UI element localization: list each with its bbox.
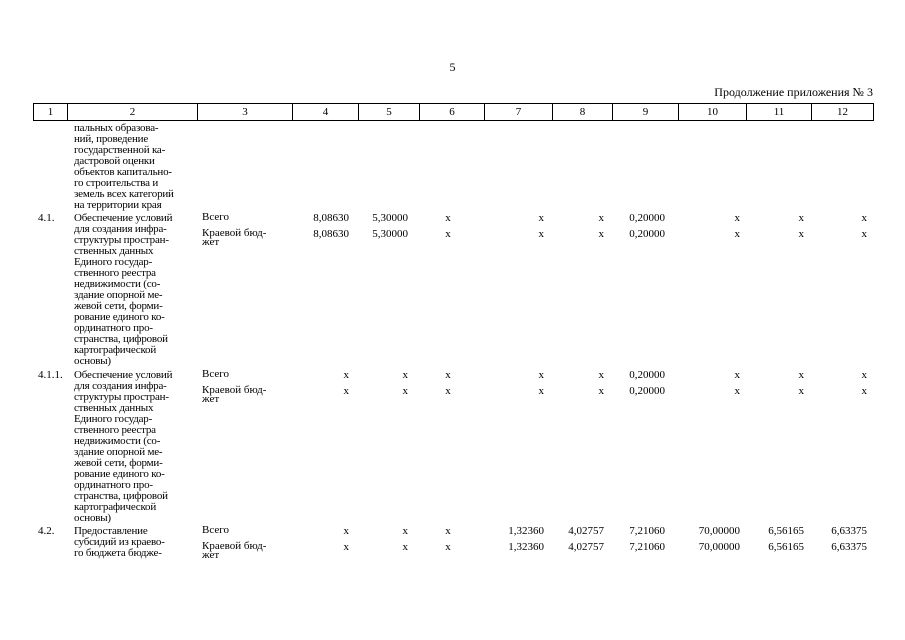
value-cell: 4,02757 bbox=[568, 541, 604, 553]
desc-line: жевой сети, форми- bbox=[74, 300, 163, 312]
value-cell: x bbox=[734, 385, 740, 397]
value-cell: x bbox=[598, 212, 604, 224]
header-col-1: 1 bbox=[34, 104, 68, 121]
funding-source-line: Всего bbox=[202, 524, 229, 536]
value-cell: x bbox=[343, 385, 349, 397]
desc-line: субсидий из краево- bbox=[74, 536, 165, 548]
desc-line: ственного реестра bbox=[74, 267, 156, 279]
row-number: 4.1. bbox=[38, 212, 55, 224]
desc-line: Единого государ- bbox=[74, 256, 153, 268]
row-number: 4.2. bbox=[38, 525, 55, 537]
desc-line: рование единого ко- bbox=[74, 468, 165, 480]
continuation-caption: Продолжение приложения № 3 bbox=[714, 85, 873, 99]
desc-line: недвижимости (со- bbox=[74, 435, 161, 447]
value-cell: x bbox=[734, 369, 740, 381]
funding-source-line: жет bbox=[202, 393, 220, 405]
header-col-2: 2 bbox=[68, 104, 198, 121]
desc-line: ственных данных bbox=[74, 245, 154, 257]
funding-source-line: Краевой бюд- bbox=[202, 540, 267, 552]
desc-line: странства, цифровой bbox=[74, 333, 168, 345]
row-description bbox=[74, 213, 198, 367]
desc-line: Обеспечение условий bbox=[74, 369, 173, 381]
value-cell: x bbox=[538, 228, 544, 240]
value-cell: x bbox=[861, 369, 867, 381]
value-cell: 7,21060 bbox=[629, 541, 665, 553]
value-cell: x bbox=[798, 369, 804, 381]
value-cell: x bbox=[798, 212, 804, 224]
value-cell: x bbox=[538, 212, 544, 224]
value-cell: 1,32360 bbox=[508, 525, 544, 537]
header-col-4: 4 bbox=[293, 104, 359, 121]
value-cell: x bbox=[798, 228, 804, 240]
value-cell: 6,63375 bbox=[831, 541, 867, 553]
funding-source-line: Всего bbox=[202, 211, 229, 223]
value-cell: 8,08630 bbox=[313, 212, 349, 224]
value-cell: x bbox=[445, 541, 451, 553]
desc-line: ний, проведение bbox=[74, 133, 149, 145]
value-cell: 6,56165 bbox=[768, 541, 804, 553]
value-cell: x bbox=[861, 385, 867, 397]
value-cell: 70,00000 bbox=[698, 541, 740, 553]
value-cell: x bbox=[538, 369, 544, 381]
value-cell: x bbox=[538, 385, 544, 397]
desc-line: ординатного про- bbox=[74, 322, 153, 334]
desc-line: ственных данных bbox=[74, 402, 154, 414]
value-cell: x bbox=[343, 525, 349, 537]
desc-line: Обеспечение условий bbox=[74, 212, 173, 224]
desc-line: ординатного про- bbox=[74, 479, 153, 491]
value-cell: x bbox=[445, 212, 451, 224]
desc-line: недвижимости (со- bbox=[74, 278, 161, 290]
desc-line: пальных образова- bbox=[74, 122, 159, 134]
value-cell: 0,20000 bbox=[629, 385, 665, 397]
value-cell: x bbox=[402, 369, 408, 381]
value-cell: x bbox=[402, 385, 408, 397]
value-cell: x bbox=[402, 541, 408, 553]
column-header-table bbox=[33, 103, 874, 121]
value-cell: x bbox=[445, 385, 451, 397]
funding-source bbox=[202, 213, 229, 222]
desc-line: картографической bbox=[74, 344, 157, 356]
value-cell: 0,20000 bbox=[629, 369, 665, 381]
row-number: 4.1.1. bbox=[38, 369, 63, 381]
value-cell: x bbox=[598, 369, 604, 381]
value-cell: 6,56165 bbox=[768, 525, 804, 537]
desc-line: здание опорной ме- bbox=[74, 289, 163, 301]
desc-line: го бюджета бюдже- bbox=[74, 547, 162, 559]
header-col-11: 11 bbox=[747, 104, 812, 121]
value-cell: 0,20000 bbox=[629, 228, 665, 240]
value-cell: 8,08630 bbox=[313, 228, 349, 240]
desc-line: дастровой оценки bbox=[74, 155, 155, 167]
header-col-10: 10 bbox=[679, 104, 747, 121]
header-col-6: 6 bbox=[420, 104, 485, 121]
value-cell: x bbox=[598, 385, 604, 397]
funding-source bbox=[202, 229, 266, 247]
desc-line: для создания инфра- bbox=[74, 223, 167, 235]
value-cell: x bbox=[598, 228, 604, 240]
header-col-8: 8 bbox=[553, 104, 613, 121]
desc-line: жевой сети, форми- bbox=[74, 457, 163, 469]
value-cell: 4,02757 bbox=[568, 525, 604, 537]
funding-source-line: Краевой бюд- bbox=[202, 384, 267, 396]
value-cell: 5,30000 bbox=[372, 228, 408, 240]
desc-line: ственного реестра bbox=[74, 424, 156, 436]
row-description bbox=[74, 526, 198, 559]
header-col-7: 7 bbox=[485, 104, 553, 121]
funding-source bbox=[202, 526, 229, 535]
desc-line: странства, цифровой bbox=[74, 490, 168, 502]
value-cell: 5,30000 bbox=[372, 212, 408, 224]
desc-line: го строительства и bbox=[74, 177, 159, 189]
desc-line: объектов капитально- bbox=[74, 166, 172, 178]
row-description bbox=[74, 370, 198, 524]
desc-line: для создания инфра- bbox=[74, 380, 167, 392]
value-cell: x bbox=[402, 525, 408, 537]
funding-source bbox=[202, 542, 266, 560]
value-cell: 1,32360 bbox=[508, 541, 544, 553]
header-col-9: 9 bbox=[613, 104, 679, 121]
desc-line: основы) bbox=[74, 512, 111, 524]
desc-line: Предоставление bbox=[74, 525, 148, 537]
value-cell: x bbox=[445, 525, 451, 537]
desc-line: структуры простран- bbox=[74, 234, 169, 246]
desc-line: картографической bbox=[74, 501, 157, 513]
value-cell: 6,63375 bbox=[831, 525, 867, 537]
funding-source bbox=[202, 386, 266, 404]
desc-line: основы) bbox=[74, 355, 111, 367]
value-cell: 70,00000 bbox=[698, 525, 740, 537]
value-cell: 0,20000 bbox=[629, 212, 665, 224]
value-cell: x bbox=[445, 369, 451, 381]
value-cell: x bbox=[734, 212, 740, 224]
header-col-5: 5 bbox=[359, 104, 420, 121]
value-cell: 7,21060 bbox=[629, 525, 665, 537]
desc-line: государственной ка- bbox=[74, 144, 166, 156]
funding-source-line: жет bbox=[202, 236, 220, 248]
desc-line: рование единого ко- bbox=[74, 311, 165, 323]
desc-line: земель всех категорий bbox=[74, 188, 174, 200]
value-cell: x bbox=[861, 228, 867, 240]
continued-description bbox=[74, 123, 198, 211]
value-cell: x bbox=[343, 369, 349, 381]
header-col-12: 12 bbox=[812, 104, 874, 121]
value-cell: x bbox=[445, 228, 451, 240]
header-col-3: 3 bbox=[198, 104, 293, 121]
funding-source bbox=[202, 370, 229, 379]
funding-source-line: жет bbox=[202, 549, 220, 561]
desc-line: здание опорной ме- bbox=[74, 446, 163, 458]
page-number: 5 bbox=[449, 60, 456, 74]
value-cell: x bbox=[734, 228, 740, 240]
desc-line: структуры простран- bbox=[74, 391, 169, 403]
desc-line: на территории края bbox=[74, 199, 162, 211]
desc-line: Единого государ- bbox=[74, 413, 153, 425]
value-cell: x bbox=[861, 212, 867, 224]
funding-source-line: Всего bbox=[202, 368, 229, 380]
funding-source-line: Краевой бюд- bbox=[202, 227, 267, 239]
value-cell: x bbox=[798, 385, 804, 397]
value-cell: x bbox=[343, 541, 349, 553]
